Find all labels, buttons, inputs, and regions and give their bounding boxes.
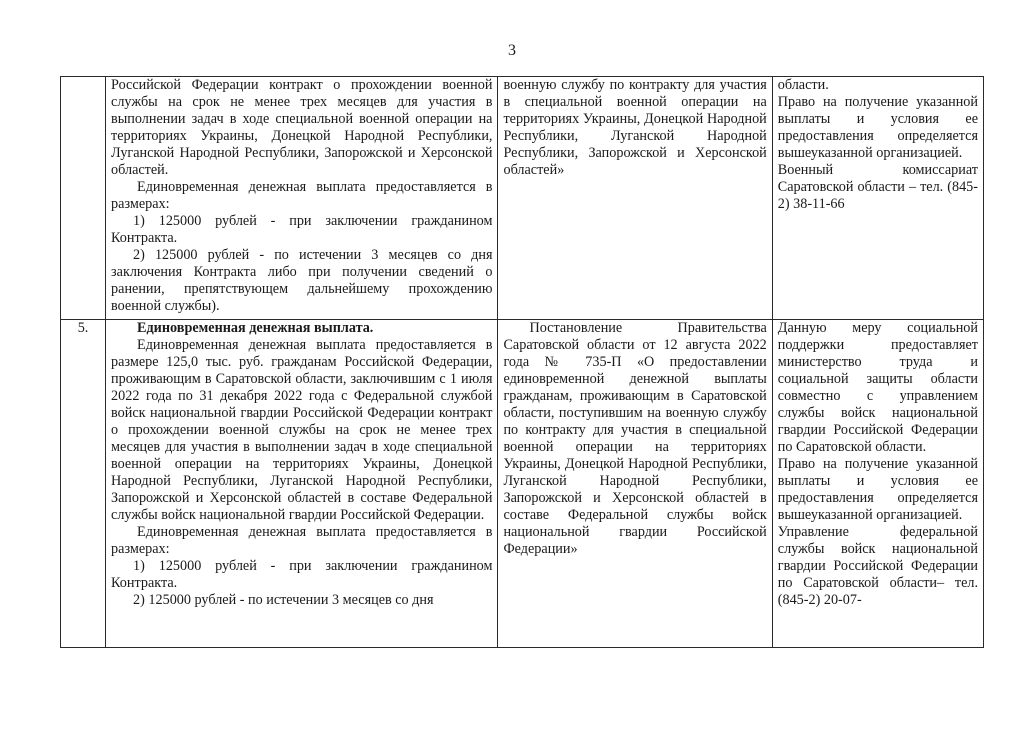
description-cell xyxy=(106,77,498,320)
description-paragraph: 1) 125000 рублей - при заключении гражданином Контракта. xyxy=(111,213,493,246)
description-paragraph: 1) 125000 рублей - при заключении гражданином Контракта. xyxy=(111,558,493,591)
page-number: 3 xyxy=(508,42,516,59)
legal-act-text: военную службу по контракту для участия в специальной военной операции на территориях Украины, Донецкой Народной Республики, Луганской Народной Республики, Запорожской и Херсонской областей» xyxy=(503,77,767,178)
description-paragraph: Российской Федерации контракт о прохождении военной службы на срок не менее трех месяцев для участия в выполнении задач в ходе специальной военной операции на территориях Украины, Донецкой Народной Республики, Луганской Народной Республики, Запорожской и Херсонской областей. xyxy=(111,77,493,178)
row-number-cell: 5. xyxy=(61,320,106,648)
description-paragraph: Единовременная денежная выплата предоставляется в размерах: xyxy=(111,179,493,212)
contact-info-cell xyxy=(772,77,983,320)
info-paragraph: Право на получение указанной выплаты и условия ее предоставления определяется вышеуказанной организацией. xyxy=(777,456,978,523)
info-paragraph: Право на получение указанной выплаты и условия ее предоставления определяется вышеуказанной организацией. xyxy=(777,94,978,161)
measure-title: Единовременная денежная выплата. xyxy=(137,320,374,336)
legal-act-cell xyxy=(498,77,772,320)
description-cell xyxy=(106,320,498,648)
info-paragraph: Данную меру социальной поддержки предоставляет министерство труда и социальной защиты области совместно с управлением службы войск национальной гвардии Российской Федерации по Саратовской области. xyxy=(777,320,978,455)
document-table xyxy=(60,76,984,648)
legal-act-text: Постановление Правительства Саратовской области от 12 августа 2022 года № 735-П «О предоставлении единовременной денежной выплаты гражданам, проживающим в Саратовской области, поступившим на военную службу по контракту для участия в специальной военной операции на территориях Украины, Донецкой Народной Республики, Луганской Народной Республики, Запорожской и Херсонской областей в составе Федеральной службы войск национальной гвардии Российской Федерации» xyxy=(503,320,767,557)
legal-act-cell xyxy=(498,320,772,648)
table-row xyxy=(61,320,984,648)
description-paragraph: 2) 125000 рублей - по истечении 3 месяцев со дня xyxy=(133,592,434,608)
row-number-cell xyxy=(61,77,106,320)
info-paragraph: Военный комиссариат Саратовской области – тел. (845-2) 38-11-66 xyxy=(777,162,978,212)
description-paragraph: Единовременная денежная выплата предоставляется в размере 125,0 тыс. руб. гражданам Российской Федерации, проживающим в Саратовской области, заключившим с 1 июля 2022 года по 31 декабря 2022 года с Федеральной службой войск национальной гвардии Российской Федерации контракт о прохождении военной службы на срок не менее трех месяцев для участия в выполнении задач в ходе специальной военной операции на территориях Украины, Донецкой Народной Республики, Луганской Народной Республики, Запорожской и Херсонской областей в составе Федеральной службы войск национальной гвардии Российской Федерации. xyxy=(111,337,493,523)
info-paragraph: области. xyxy=(777,77,829,93)
table-row xyxy=(61,77,984,320)
info-paragraph: Управление федеральной службы войск национальной гвардии Российской Федерации по Саратовской области– тел. (845-2) 20-07- xyxy=(777,524,978,608)
description-paragraph: Единовременная денежная выплата предоставляется в размерах: xyxy=(111,524,493,557)
description-paragraph: 2) 125000 рублей - по истечении 3 месяцев со дня заключения Контракта либо при получении сведений о ранении, препятствующем дальнейшему прохождению военной службы). xyxy=(111,247,493,314)
contact-info-cell xyxy=(772,320,983,648)
